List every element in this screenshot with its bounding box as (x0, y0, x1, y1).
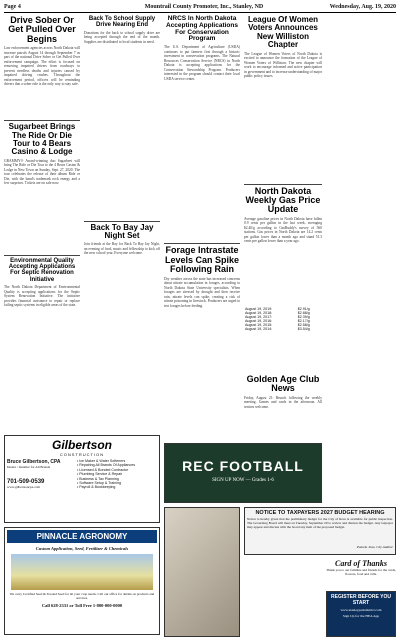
service-item: • Payroll & Bookkeeping (77, 485, 116, 490)
article-body: The U.S. Department of Agriculture (USDA) continues to put farmers first through a historic investment in conservation programs. The Natural Resources Conservation Service (NRCS) in North Dakota is accepting applications for the Conservation Stewardship Program. Producers interested in the program should contact their local USDA service center. (164, 45, 240, 81)
table-row: August 19, 2015: $2.58/g (245, 322, 310, 327)
article-title: Back To Bay Jay Night Set (90, 222, 154, 240)
ad-left (7, 459, 77, 490)
ad-photo (165, 508, 239, 636)
column-4 (244, 16, 322, 331)
service-item: • Software Setup & Training (77, 481, 122, 486)
table-row: August 19, 2018: $2.88/g (245, 310, 310, 315)
article-title: Drive Sober Or Get Pulled Over Begins (8, 15, 76, 44)
ad-url[interactable]: www.stanleyparkdistrict.com (340, 608, 382, 612)
divider (244, 184, 322, 185)
ad-phone: 701-509-0539 (7, 479, 45, 485)
table-row: August 19, 2017: $2.39/g (245, 314, 310, 319)
article-body: Law enforcement agencies across North Dakota will increase patrols August 14 through September 7 as part of the national Drive Sober or Get Pulled Over enforcement campaign. The effort is focused on removing impaired drivers from roadways to prevent needless deaths and injuries caused by impaired driving crashes. Throughout the enforcement period, officers will be reminding drivers that a sober ride is the only way to stay safe. (4, 46, 80, 87)
ad-signup: Sign Up for the HEA App (342, 614, 380, 618)
ad-title: REGISTER BEFORE YOU START (331, 594, 391, 606)
service-item: • Plumbing Service & Repair (77, 472, 123, 477)
ad-tagline: Dealer / Installer for All Brands (7, 465, 51, 469)
thanks-body: Thank you to our families and friends for the cards, flowers, food and calls. (326, 568, 396, 576)
article-title: Environmental Quality Accepting Applications For Septic Renovation Initiative (8, 257, 76, 283)
article-body: The North Dakota Department of Environmental Quality is accepting applications for the Septic System Renovation Initiative. The initiative provides financial assistance to repair or replace failing septic systems in eligible areas of the state. (4, 285, 80, 308)
ad-brand: Gilbertson (51, 438, 112, 452)
column-5 (326, 16, 396, 321)
article-title: Back To School Supply Drive Nearing End (88, 16, 156, 29)
thanks-title: Card of Thanks (334, 559, 387, 568)
ad-subtitle: CONSTRUCTION (59, 452, 105, 457)
divider (164, 243, 240, 244)
article-body: GRAMMY® Award-winning duo Sugarbeet will bring The Ride or Die Tour to the 4 Bears Casino & Lodge in New Town on Sunday, Sept. 27, 2020. The tour celebrates the release of their album Ride or Die, with the band's trademark rock energy and a few surprises. Tickets are on sale now. (4, 158, 80, 186)
article-title: Sugarbeet Brings The Ride Or Die Tour to 4 Bears Casino & Lodge (8, 122, 76, 157)
service-item: • Business & Tax Planning (77, 476, 119, 481)
service-list (77, 459, 157, 490)
ad-body: We carry Certified Seed & Treated Seed for all your crop needs. Call our office for details on products and services. (9, 592, 155, 600)
article-body: Dry weather across the state has increased concerns about nitrate accumulation in forages, according to North Dakota State University specialists. When forages are stressed by drought and then receive rain, nitrate levels can spike, creating a risk of nitrate poisoning in livestock. Producers are urged to test forages before feeding. (164, 276, 240, 308)
notice-signature: Pamela Jean, City Auditor (356, 545, 393, 549)
article-title: NRCS In North Dakota Accepting Applications For Conservation Program (166, 15, 238, 43)
notice-body: Notice is hereby given that the preliminary budget for the City of Ross is available for public inspection. The Governing Board will meet on Tuesday, September 29 to review and discuss the budget. Any taxpayer may appear and discuss with the board any item of the proposed budget. (247, 517, 393, 529)
divider (4, 120, 80, 121)
article-title: Golden Age Club News (246, 374, 320, 394)
service-item: • Licensed & Bonded Contractor (77, 467, 129, 472)
table-row: August 19, 2019: $2.91/g (245, 306, 310, 311)
article-title: Forage Intrastate Levels Can Spike Following Rain (164, 245, 240, 275)
column-3 (164, 16, 240, 441)
field-photo (11, 554, 153, 590)
gilbertson-ad (4, 435, 160, 523)
ad-title: PINNACLE AGRONOMY (7, 530, 157, 543)
divider (84, 221, 160, 222)
ad-tagline: Custom Application, Seed, Fertilizer & Chemicals (35, 546, 129, 551)
gas-history-table (244, 307, 322, 331)
pinnacle-ad (4, 527, 160, 635)
article-body: Join friends at the Bay for Back To Bay Jay Night, an evening of food, music and fellowship to kick off the new school year. Everyone welcome. (84, 242, 160, 256)
rec-football-ad (164, 443, 322, 503)
paper-name: Mountrail County Promoter, Inc., Stanley, ND (144, 4, 264, 10)
divider (4, 255, 80, 256)
ad-phone: Call 628-2331 or Toll Free 1-800-000-0000 (41, 603, 123, 608)
article-body-continued (326, 16, 396, 321)
ad-title: REC FOOTBALL (182, 458, 304, 474)
register-ad (326, 591, 396, 637)
column-1 (4, 16, 80, 403)
table-row: August 19, 2016: $2.17/g (245, 318, 310, 323)
ad-person: Bruce Gilbertson, CPA (7, 459, 61, 465)
article-title: League Of Women Voters Announces New Williston Chapter (247, 15, 319, 50)
page-header (4, 3, 396, 13)
service-item: • Repairing All Brands Of Appliances (77, 463, 135, 468)
ad-subtitle: SIGN UP NOW — Grades 1-6 (212, 478, 274, 483)
article-title: North Dakota Weekly Gas Price Update (245, 185, 321, 215)
column-2 (84, 16, 160, 327)
card-of-thanks (326, 559, 396, 587)
notice-title: NOTICE TO TAXPAYERS 2027 BUDGET HEARING (255, 510, 385, 516)
article-body: Friday, August 21: Brunch following the weekly meeting. Games and cards in the afternoon. All seniors welcome. (244, 395, 322, 409)
table-row: August 19, 2014: $3.54/g (245, 326, 310, 331)
notice-box (244, 507, 396, 555)
ad-url[interactable]: www.gilbertsoncpa.com (7, 485, 40, 489)
article-body: Donations for the back to school supply drive are being accepted through the end of the month. Supplies are distributed to local students in need. (84, 30, 160, 44)
article-body: The League of Women Voters of North Dakota is excited to announce the formation of the League of Women Voters of Williston. The new chapter will work to encourage informed and active participation in government and to increase understanding of major public policy issues. (244, 51, 322, 79)
page-number: Page 4 (4, 4, 21, 10)
service-item: • Ice Maker & Water Softeners (77, 459, 126, 463)
photo-ad (164, 507, 240, 637)
issue-date: Wednesday, Aug. 19, 2020 (329, 4, 396, 10)
article-body: Average gasoline prices in North Dakota have fallen 0.9 cents per gallon in the last week, averaging $2.40/g according to GasBuddy's survey of 560 stations. Gas prices in North Dakota are 14.2 cents per gallon lower than a month ago and stand 51.3 cents per gallon lower than a year ago. (244, 216, 322, 244)
